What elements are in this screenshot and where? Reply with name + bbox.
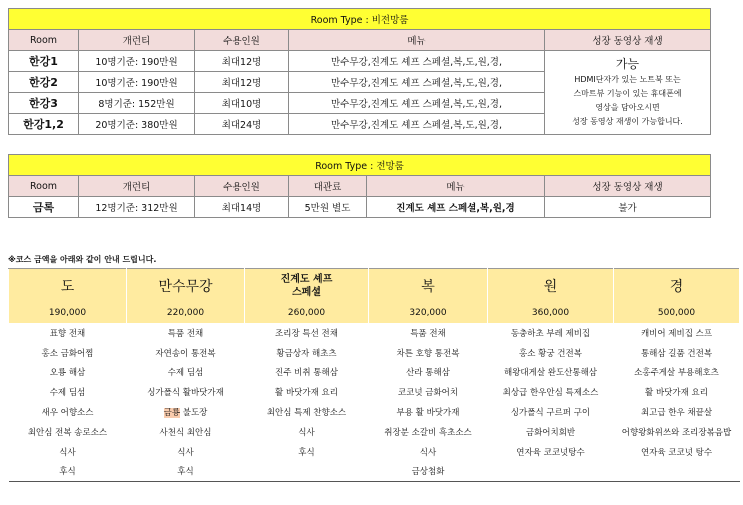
course-name [245,269,369,304]
menu: 만수무강,진계도 셰프 스페셜,복,도,원,경, [289,93,545,114]
course-dish: 취장분 소갈비 흑초소스 [384,427,472,438]
course-price: 320,000 [369,303,488,323]
table-row [9,462,740,482]
course-dish: 싱가폴식 활바닷가재 [147,388,224,399]
vision-room-table [8,8,711,135]
table-row [9,197,711,218]
room-name: 한강3 [9,93,79,114]
course-dish: 후식 [59,467,76,478]
course-dish: 후식 [298,447,315,458]
course-dish: 홍소 황궁 건전복 [519,348,582,359]
course-dish: 금화어치회반 [525,427,576,438]
course-name: 원 [488,269,614,304]
table-row [9,402,740,422]
course-dishes [9,323,740,482]
course-price-row [9,303,740,323]
course-dish: 통해삼 길품 건전복 [640,348,713,359]
room-name: 한강1,2 [9,114,79,135]
course-price: 190,000 [9,303,127,323]
course-dish: 표향 전채 [49,328,86,339]
course-dish: 싱가폴식 구르퍼 구이 [510,408,591,419]
course-dish: 산라 통해삼 [406,368,450,379]
guarantee: 12명기준: 312만원 [79,197,195,218]
course-name: 경 [614,269,740,304]
course-name: 만수무강 [127,269,245,304]
course-dish: 활 바닷가재 요리 [645,388,708,399]
course-dish: 수제 딤섬 [49,388,86,399]
course-price: 360,000 [488,303,614,323]
course-dish: 금상첨화 [411,467,445,478]
table-row [9,382,740,402]
table-row [9,51,711,72]
course-price: 220,000 [127,303,245,323]
guarantee: 10명기준: 190만원 [79,51,195,72]
course-dish: 캐비어 제비집 스프 [640,328,713,339]
video-playback-note: 스마트뷰 기능이 있는 휴대폰에 [573,88,682,98]
course-dish-text: 불도장 [180,408,208,419]
course-dish [245,462,369,482]
view-room-table [8,154,711,218]
menu: 진계도 셰프 스페셜,복,원,경 [367,197,545,218]
course-dish: 식사 [298,427,315,438]
course-dish: 코코넛 금화어치 [397,388,459,399]
course-dish: 최상급 한우안심 특제소스 [502,388,599,399]
col-header: 수용인원 [195,176,289,197]
capacity: 최대12명 [195,72,289,93]
course-dish: 조리장 특선 전채 [275,328,338,339]
course-dish: 수제 딤섬 [167,368,204,379]
course-name-row [9,269,740,304]
table-row [9,442,740,462]
course-dish: 오룡 해삼 [49,368,86,379]
col-header: 대관료 [289,176,367,197]
room-name: 한강2 [9,72,79,93]
menu: 만수무강,진계도 셰프 스페셜,복,도,원,경, [289,51,545,72]
table-row [9,422,740,442]
col-header: Room [9,30,79,51]
course-note: ※코스 금액을 아래와 같이 안내 드립니다. [8,255,157,264]
course-dish: 어향왕화위쓰와 조리장볶음밥 [621,427,732,438]
vision-room-title: Room Type : 비전망룸 [9,9,711,30]
guarantee: 20명기준: 380만원 [79,114,195,135]
table-row [9,343,740,363]
course-price: 500,000 [614,303,740,323]
table-row [9,323,740,343]
course-name-text: 진계도 셰프 스페셜 [280,274,333,298]
col-header: 개런티 [79,176,195,197]
col-header: 성장 동영상 재생 [545,176,711,197]
menu: 만수무강,진계도 셰프 스페셜,복,도,원,경, [289,72,545,93]
rental-fee: 5만원 별도 [289,197,367,218]
view-room-header-row [9,176,711,197]
menu: 만수무강,진계도 셰프 스페셜,복,도,원,경, [289,114,545,135]
col-header: Room [9,176,79,197]
course-dish: 진주 비취 통해삼 [275,368,338,379]
video-playback-status: 가능 [615,56,640,71]
course-dish: 식사 [419,447,437,458]
col-header: 수용인원 [195,30,289,51]
view-room-title: Room Type : 전망룸 [9,155,711,176]
course-name: 복 [369,269,488,304]
course-dish: 부용 활 바닷가재 [396,408,460,419]
course-dish: 자연송이 통전복 [155,348,216,359]
capacity: 최대10명 [195,93,289,114]
room-name: 금록 [9,197,79,218]
course-dish: 황금상자 해초츠 [276,348,337,359]
video-playback-status: 불가 [545,197,711,218]
course-dish: 최안심 전복 송로소스 [27,427,108,438]
course-dish [488,462,614,482]
course-dish: 새우 어향소스 [41,408,94,419]
video-playback-info [545,51,711,135]
col-header: 성장 동영상 재생 [545,30,711,51]
course-dish [127,402,245,422]
course-dish: 연자육 코코넛탕수 [516,447,585,458]
course-name: 도 [9,269,127,304]
course-dish: 최안심 특제 찬향소스 [266,408,347,419]
capacity: 최대24명 [195,114,289,135]
course-dish: 특품 전채 [410,328,446,339]
course-dish: 해왕대게살 완도산통해삼 [503,368,598,379]
course-dish: 식사 [59,447,76,458]
course-dish: 차튼 호향 통전복 [396,348,460,359]
capacity: 최대12명 [195,51,289,72]
course-dish: 특품 전채 [167,328,204,339]
course-price: 260,000 [245,303,369,323]
course-dish: 연자육 코코넛 탕수 [640,447,713,458]
course-dish: 식사 [177,447,194,458]
video-playback-note: 영상을 담아오시면 [595,102,660,112]
col-header: 개런티 [79,30,195,51]
guarantee: 8명기준: 152만원 [79,93,195,114]
course-dish: 동충하초 부레 제비집 [510,328,591,339]
course-dish: 소홍주게살 부용해호츠 [634,368,719,379]
highlighted-text: 금룡 [163,408,181,419]
course-table [8,268,740,482]
course-dish: 사천식 최안심 [159,427,212,438]
course-dish: 홍소 금화어찜 [41,348,94,359]
course-dish: 후식 [177,467,194,478]
course-dish: 활 바닷가재 요리 [275,388,338,399]
course-dish: 최고급 한우 채끝살 [640,408,713,419]
course-dish [614,462,740,482]
video-playback-note: 성장 동영상 재생이 가능합니다. [572,116,683,126]
vision-room-header-row [9,30,711,51]
guarantee: 10명기준: 190만원 [79,72,195,93]
room-name: 한강1 [9,51,79,72]
table-row [9,363,740,383]
capacity: 최대14명 [195,197,289,218]
col-header: 메뉴 [367,176,545,197]
col-header: 메뉴 [289,30,545,51]
video-playback-note: HDMI단자가 있는 노트북 또는 [574,74,681,84]
